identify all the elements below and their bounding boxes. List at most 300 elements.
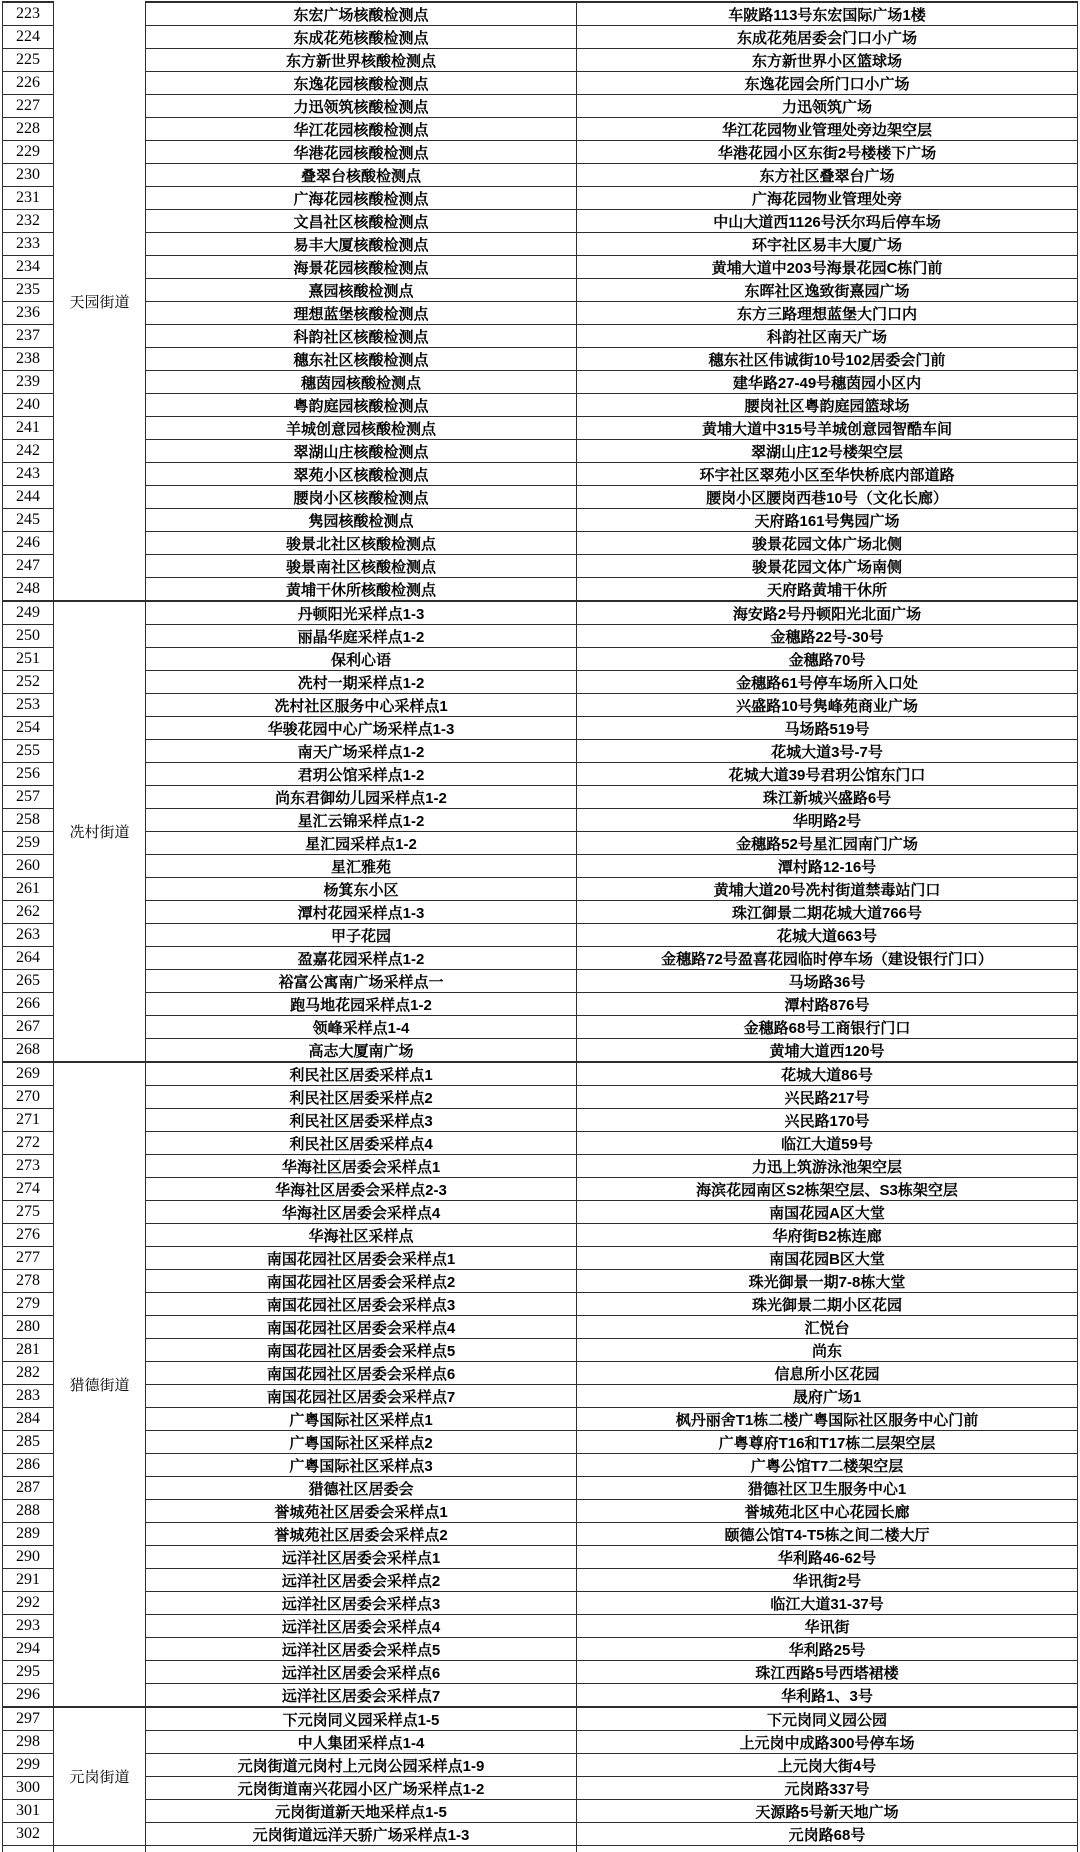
row-number-cell: 269 bbox=[3, 1062, 54, 1086]
testing-points-table bbox=[2, 1, 1078, 1852]
address-cell: 元岗路337号 bbox=[577, 1777, 1078, 1800]
site-name-cell: 翠苑小区核酸检测点 bbox=[146, 463, 577, 486]
table-row bbox=[3, 1592, 1078, 1615]
row-number-cell: 226 bbox=[3, 72, 54, 95]
address-cell: 骏景花园文体广场南侧 bbox=[577, 555, 1078, 578]
site-name-cell: 跑马地花园采样点1-2 bbox=[146, 993, 577, 1016]
site-name-cell: 丽晶华庭采样点1-2 bbox=[146, 625, 577, 648]
row-number-cell: 296 bbox=[3, 1684, 54, 1708]
row-number-cell: 242 bbox=[3, 440, 54, 463]
table-row bbox=[3, 1293, 1078, 1316]
table-row bbox=[3, 924, 1078, 947]
address-cell: 华江花园物业管理处旁边架空层 bbox=[577, 118, 1078, 141]
address-cell: 华利路1、3号 bbox=[577, 1684, 1078, 1708]
table-row bbox=[3, 509, 1078, 532]
table-row bbox=[3, 786, 1078, 809]
site-name-cell: 誉城苑社区居委会采样点2 bbox=[146, 1523, 577, 1546]
table-row bbox=[3, 302, 1078, 325]
address-cell: 华府街B2栋连廊 bbox=[577, 1224, 1078, 1247]
address-cell: 广海花园物业管理处旁 bbox=[577, 187, 1078, 210]
table-row bbox=[3, 1431, 1078, 1454]
site-name-cell: 骏景南社区核酸检测点 bbox=[146, 555, 577, 578]
row-number-cell: 279 bbox=[3, 1293, 54, 1316]
table-row bbox=[3, 648, 1078, 671]
site-name-cell: 下元岗同义园采样点1-5 bbox=[146, 1707, 577, 1731]
table-row bbox=[3, 187, 1078, 210]
street-cell: 天园街道 bbox=[54, 2, 146, 601]
table-row bbox=[3, 694, 1078, 717]
row-number-cell: 294 bbox=[3, 1638, 54, 1661]
site-name-cell: 东逸花园核酸检测点 bbox=[146, 72, 577, 95]
address-cell: 华利路46-62号 bbox=[577, 1546, 1078, 1569]
address-cell: 华明路2号 bbox=[577, 809, 1078, 832]
table-row bbox=[3, 555, 1078, 578]
site-name-cell: 丹顿阳光采样点1-3 bbox=[146, 601, 577, 625]
site-name-cell: 尚东君御幼儿园采样点1-2 bbox=[146, 786, 577, 809]
address-cell: 珠光御景一期7-8栋大堂 bbox=[577, 1270, 1078, 1293]
site-name-cell: 东方新世界核酸检测点 bbox=[146, 49, 577, 72]
site-name-cell: 利民社区居委采样点4 bbox=[146, 1132, 577, 1155]
row-number-cell: 232 bbox=[3, 210, 54, 233]
site-name-cell: 华江花园核酸检测点 bbox=[146, 118, 577, 141]
row-number-cell: 272 bbox=[3, 1132, 54, 1155]
table-row bbox=[3, 486, 1078, 509]
table-body bbox=[3, 2, 1078, 1852]
address-cell: 花城大道3号-7号 bbox=[577, 740, 1078, 763]
row-number-cell: 277 bbox=[3, 1247, 54, 1270]
table-row bbox=[3, 1638, 1078, 1661]
partial-cell bbox=[54, 1846, 146, 1852]
partial-cell bbox=[146, 1846, 577, 1852]
address-cell: 海安路2号丹顿阳光北面广场 bbox=[577, 601, 1078, 625]
table-row bbox=[3, 901, 1078, 924]
site-name-cell: 元岗街道元岗村上元岗公园采样点1-9 bbox=[146, 1754, 577, 1777]
row-number-cell: 225 bbox=[3, 49, 54, 72]
table-row bbox=[3, 1684, 1078, 1708]
address-cell: 广粤尊府T16和T17栋二层架空层 bbox=[577, 1431, 1078, 1454]
partial-cell bbox=[3, 1846, 54, 1852]
row-number-cell: 302 bbox=[3, 1823, 54, 1846]
site-name-cell: 领峰采样点1-4 bbox=[146, 1016, 577, 1039]
row-number-cell: 239 bbox=[3, 371, 54, 394]
row-number-cell: 260 bbox=[3, 855, 54, 878]
site-name-cell: 远洋社区居委会采样点1 bbox=[146, 1546, 577, 1569]
row-number-cell: 250 bbox=[3, 625, 54, 648]
address-cell: 力迅领筑广场 bbox=[577, 95, 1078, 118]
address-cell: 晟府广场1 bbox=[577, 1385, 1078, 1408]
address-cell: 东晖社区逸致街熹园广场 bbox=[577, 279, 1078, 302]
row-number-cell: 284 bbox=[3, 1408, 54, 1431]
row-number-cell: 249 bbox=[3, 601, 54, 625]
site-name-cell: 南国花园社区居委会采样点5 bbox=[146, 1339, 577, 1362]
row-number-cell: 292 bbox=[3, 1592, 54, 1615]
table-row bbox=[3, 1385, 1078, 1408]
table-row bbox=[3, 1477, 1078, 1500]
table-row bbox=[3, 210, 1078, 233]
address-cell: 汇悦台 bbox=[577, 1316, 1078, 1339]
site-name-cell: 骏景北社区核酸检测点 bbox=[146, 532, 577, 555]
row-number-cell: 263 bbox=[3, 924, 54, 947]
address-cell: 上元岗中成路300号停车场 bbox=[577, 1731, 1078, 1754]
row-number-cell: 235 bbox=[3, 279, 54, 302]
site-name-cell: 高志大厦南广场 bbox=[146, 1039, 577, 1063]
table-row bbox=[3, 1661, 1078, 1684]
site-name-cell: 黄埔干休所核酸检测点 bbox=[146, 578, 577, 602]
row-number-cell: 262 bbox=[3, 901, 54, 924]
row-number-cell: 291 bbox=[3, 1569, 54, 1592]
site-name-cell: 广粤国际社区采样点2 bbox=[146, 1431, 577, 1454]
table-row bbox=[3, 740, 1078, 763]
row-number-cell: 267 bbox=[3, 1016, 54, 1039]
table-row bbox=[3, 717, 1078, 740]
row-number-cell: 281 bbox=[3, 1339, 54, 1362]
row-number-cell: 298 bbox=[3, 1731, 54, 1754]
row-number-cell: 238 bbox=[3, 348, 54, 371]
table-row bbox=[3, 1178, 1078, 1201]
address-cell: 黄埔大道西120号 bbox=[577, 1039, 1078, 1063]
site-name-cell: 远洋社区居委会采样点2 bbox=[146, 1569, 577, 1592]
row-number-cell: 240 bbox=[3, 394, 54, 417]
address-cell: 南国花园A区大堂 bbox=[577, 1201, 1078, 1224]
address-cell: 花城大道39号君玥公馆东门口 bbox=[577, 763, 1078, 786]
site-name-cell: 利民社区居委采样点1 bbox=[146, 1062, 577, 1086]
table-row bbox=[3, 1823, 1078, 1846]
address-cell: 天府路黄埔干休所 bbox=[577, 578, 1078, 602]
address-cell: 华讯街2号 bbox=[577, 1569, 1078, 1592]
row-number-cell: 283 bbox=[3, 1385, 54, 1408]
address-cell: 珠江御景二期花城大道766号 bbox=[577, 901, 1078, 924]
address-cell: 东成花苑居委会门口小广场 bbox=[577, 26, 1078, 49]
site-name-cell: 翠湖山庄核酸检测点 bbox=[146, 440, 577, 463]
site-name-cell: 羊城创意园核酸检测点 bbox=[146, 417, 577, 440]
table-row bbox=[3, 970, 1078, 993]
table-row bbox=[3, 763, 1078, 786]
site-name-cell: 冼村社区服务中心采样点1 bbox=[146, 694, 577, 717]
address-cell: 花城大道663号 bbox=[577, 924, 1078, 947]
address-cell: 尚东 bbox=[577, 1339, 1078, 1362]
address-cell: 建华路27-49号穗茵园小区内 bbox=[577, 371, 1078, 394]
row-number-cell: 241 bbox=[3, 417, 54, 440]
table-row bbox=[3, 1707, 1078, 1731]
table-row bbox=[3, 394, 1078, 417]
table-row bbox=[3, 26, 1078, 49]
table-row bbox=[3, 1500, 1078, 1523]
table-row bbox=[3, 532, 1078, 555]
site-name-cell: 南国花园社区居委会采样点4 bbox=[146, 1316, 577, 1339]
site-name-cell: 远洋社区居委会采样点5 bbox=[146, 1638, 577, 1661]
table-row bbox=[3, 95, 1078, 118]
address-cell: 上元岗大街4号 bbox=[577, 1754, 1078, 1777]
site-name-cell: 广粤国际社区采样点1 bbox=[146, 1408, 577, 1431]
address-cell: 华港花园小区东街2号楼楼下广场 bbox=[577, 141, 1078, 164]
site-name-cell: 南国花园社区居委会采样点3 bbox=[146, 1293, 577, 1316]
table-row bbox=[3, 855, 1078, 878]
row-number-cell: 229 bbox=[3, 141, 54, 164]
row-number-cell: 233 bbox=[3, 233, 54, 256]
address-cell: 元岗路68号 bbox=[577, 1823, 1078, 1846]
row-number-cell: 237 bbox=[3, 325, 54, 348]
row-number-cell: 287 bbox=[3, 1477, 54, 1500]
address-cell: 华利路25号 bbox=[577, 1638, 1078, 1661]
site-name-cell: 华骏花园中心广场采样点1-3 bbox=[146, 717, 577, 740]
row-number-cell: 293 bbox=[3, 1615, 54, 1638]
address-cell: 马场路519号 bbox=[577, 717, 1078, 740]
address-cell: 穗东社区伟诚街10号102居委会门前 bbox=[577, 348, 1078, 371]
site-name-cell: 元岗街道南兴花园小区广场采样点1-2 bbox=[146, 1777, 577, 1800]
address-cell: 力迅上筑游泳池架空层 bbox=[577, 1155, 1078, 1178]
row-number-cell: 257 bbox=[3, 786, 54, 809]
row-number-cell: 224 bbox=[3, 26, 54, 49]
site-name-cell: 隽园核酸检测点 bbox=[146, 509, 577, 532]
site-name-cell: 南国花园社区居委会采样点2 bbox=[146, 1270, 577, 1293]
address-cell: 腰岗社区粤韵庭园篮球场 bbox=[577, 394, 1078, 417]
site-name-cell: 元岗街道新天地采样点1-5 bbox=[146, 1800, 577, 1823]
site-name-cell: 广海花园核酸检测点 bbox=[146, 187, 577, 210]
row-number-cell: 266 bbox=[3, 993, 54, 1016]
row-number-cell: 276 bbox=[3, 1224, 54, 1247]
street-cell: 猎德街道 bbox=[54, 1062, 146, 1707]
table-row bbox=[3, 72, 1078, 95]
site-name-cell: 东成花苑核酸检测点 bbox=[146, 26, 577, 49]
row-number-cell: 270 bbox=[3, 1086, 54, 1109]
site-name-cell: 远洋社区居委会采样点4 bbox=[146, 1615, 577, 1638]
row-number-cell: 245 bbox=[3, 509, 54, 532]
table-row bbox=[3, 1615, 1078, 1638]
row-number-cell: 289 bbox=[3, 1523, 54, 1546]
document-page bbox=[0, 1, 1080, 1773]
table-row bbox=[3, 118, 1078, 141]
address-cell: 南国花园B区大堂 bbox=[577, 1247, 1078, 1270]
site-name-cell: 理想蓝堡核酸检测点 bbox=[146, 302, 577, 325]
table-row bbox=[3, 348, 1078, 371]
address-cell: 马场路36号 bbox=[577, 970, 1078, 993]
table-row bbox=[3, 1039, 1078, 1063]
table-row bbox=[3, 878, 1078, 901]
row-number-cell: 246 bbox=[3, 532, 54, 555]
site-name-cell: 星汇云锦采样点1-2 bbox=[146, 809, 577, 832]
address-cell: 黄埔大道中203号海景花园C栋门前 bbox=[577, 256, 1078, 279]
row-number-cell: 278 bbox=[3, 1270, 54, 1293]
row-number-cell: 265 bbox=[3, 970, 54, 993]
row-number-cell: 230 bbox=[3, 164, 54, 187]
site-name-cell: 星汇园采样点1-2 bbox=[146, 832, 577, 855]
site-name-cell: 冼村一期采样点1-2 bbox=[146, 671, 577, 694]
row-number-cell: 255 bbox=[3, 740, 54, 763]
table-row bbox=[3, 1777, 1078, 1800]
table-row bbox=[3, 1316, 1078, 1339]
table-row bbox=[3, 625, 1078, 648]
site-name-cell: 远洋社区居委会采样点3 bbox=[146, 1592, 577, 1615]
site-name-cell: 东宏广场核酸检测点 bbox=[146, 2, 577, 26]
address-cell: 金穗路22号-30号 bbox=[577, 625, 1078, 648]
row-number-cell: 301 bbox=[3, 1800, 54, 1823]
address-cell: 金穗路72号盈喜花园临时停车场（建设银行门口） bbox=[577, 947, 1078, 970]
site-name-cell: 科韵社区核酸检测点 bbox=[146, 325, 577, 348]
site-name-cell: 熹园核酸检测点 bbox=[146, 279, 577, 302]
site-name-cell: 利民社区居委采样点2 bbox=[146, 1086, 577, 1109]
table-row bbox=[3, 233, 1078, 256]
row-number-cell: 244 bbox=[3, 486, 54, 509]
site-name-cell: 华港花园核酸检测点 bbox=[146, 141, 577, 164]
site-name-cell: 穗茵园核酸检测点 bbox=[146, 371, 577, 394]
row-number-cell: 295 bbox=[3, 1661, 54, 1684]
partial-row bbox=[3, 1846, 1078, 1852]
table-row bbox=[3, 832, 1078, 855]
table-row bbox=[3, 947, 1078, 970]
address-cell: 誉城苑北区中心花园长廊 bbox=[577, 1500, 1078, 1523]
site-name-cell: 叠翠台核酸检测点 bbox=[146, 164, 577, 187]
row-number-cell: 259 bbox=[3, 832, 54, 855]
row-number-cell: 256 bbox=[3, 763, 54, 786]
street-cell: 冼村街道 bbox=[54, 601, 146, 1062]
table-row bbox=[3, 1247, 1078, 1270]
table-row bbox=[3, 1754, 1078, 1777]
address-cell: 金穗路68号工商银行门口 bbox=[577, 1016, 1078, 1039]
site-name-cell: 君玥公馆采样点1-2 bbox=[146, 763, 577, 786]
table-row bbox=[3, 141, 1078, 164]
site-name-cell: 盈嘉花园采样点1-2 bbox=[146, 947, 577, 970]
table-row bbox=[3, 1362, 1078, 1385]
row-number-cell: 297 bbox=[3, 1707, 54, 1731]
site-name-cell: 腰岗小区核酸检测点 bbox=[146, 486, 577, 509]
row-number-cell: 231 bbox=[3, 187, 54, 210]
address-cell: 兴民路170号 bbox=[577, 1109, 1078, 1132]
address-cell: 东方社区叠翠台广场 bbox=[577, 164, 1078, 187]
site-name-cell: 杨箕东小区 bbox=[146, 878, 577, 901]
row-number-cell: 274 bbox=[3, 1178, 54, 1201]
address-cell: 海滨花园南区S2栋架空层、S3栋架空层 bbox=[577, 1178, 1078, 1201]
table-row bbox=[3, 578, 1078, 602]
row-number-cell: 280 bbox=[3, 1316, 54, 1339]
table-row bbox=[3, 279, 1078, 302]
row-number-cell: 247 bbox=[3, 555, 54, 578]
row-number-cell: 227 bbox=[3, 95, 54, 118]
address-cell: 花城大道86号 bbox=[577, 1062, 1078, 1086]
table-row bbox=[3, 1408, 1078, 1431]
site-name-cell: 南国花园社区居委会采样点1 bbox=[146, 1247, 577, 1270]
site-name-cell: 易丰大厦核酸检测点 bbox=[146, 233, 577, 256]
table-row bbox=[3, 1339, 1078, 1362]
site-name-cell: 利民社区居委采样点3 bbox=[146, 1109, 577, 1132]
site-name-cell: 保利心语 bbox=[146, 648, 577, 671]
site-name-cell: 穗东社区核酸检测点 bbox=[146, 348, 577, 371]
table-row bbox=[3, 1546, 1078, 1569]
table-row bbox=[3, 1569, 1078, 1592]
table-row bbox=[3, 1523, 1078, 1546]
address-cell: 天府路161号隽园广场 bbox=[577, 509, 1078, 532]
address-cell: 车陂路113号东宏国际广场1楼 bbox=[577, 2, 1078, 26]
table-row bbox=[3, 49, 1078, 72]
table-row bbox=[3, 1062, 1078, 1086]
table-row bbox=[3, 1224, 1078, 1247]
site-name-cell: 中人集团采样点1-4 bbox=[146, 1731, 577, 1754]
address-cell: 华讯街 bbox=[577, 1615, 1078, 1638]
row-number-cell: 254 bbox=[3, 717, 54, 740]
address-cell: 环宇社区易丰大厦广场 bbox=[577, 233, 1078, 256]
site-name-cell: 广粤国际社区采样点3 bbox=[146, 1454, 577, 1477]
address-cell: 黄埔大道中315号羊城创意园智酷车间 bbox=[577, 417, 1078, 440]
row-number-cell: 300 bbox=[3, 1777, 54, 1800]
site-name-cell: 南国花园社区居委会采样点6 bbox=[146, 1362, 577, 1385]
table-row bbox=[3, 1731, 1078, 1754]
row-number-cell: 258 bbox=[3, 809, 54, 832]
site-name-cell: 南天广场采样点1-2 bbox=[146, 740, 577, 763]
address-cell: 中山大道西1126号沃尔玛后停车场 bbox=[577, 210, 1078, 233]
table-row bbox=[3, 164, 1078, 187]
table-row bbox=[3, 671, 1078, 694]
row-number-cell: 264 bbox=[3, 947, 54, 970]
site-name-cell: 华海社区居委会采样点1 bbox=[146, 1155, 577, 1178]
address-cell: 颐德公馆T4-T5栋之间二楼大厅 bbox=[577, 1523, 1078, 1546]
table-row bbox=[3, 371, 1078, 394]
row-number-cell: 234 bbox=[3, 256, 54, 279]
site-name-cell: 元岗街道远洋天骄广场采样点1-3 bbox=[146, 1823, 577, 1846]
site-name-cell: 潭村花园采样点1-3 bbox=[146, 901, 577, 924]
address-cell: 珠江西路5号西塔裙楼 bbox=[577, 1661, 1078, 1684]
address-cell: 信息所小区花园 bbox=[577, 1362, 1078, 1385]
address-cell: 金穗路52号星汇园南门广场 bbox=[577, 832, 1078, 855]
site-name-cell: 华海社区居委会采样点2-3 bbox=[146, 1178, 577, 1201]
table-row bbox=[3, 256, 1078, 279]
table-row bbox=[3, 1800, 1078, 1823]
row-number-cell: 290 bbox=[3, 1546, 54, 1569]
row-number-cell: 223 bbox=[3, 2, 54, 26]
table-row bbox=[3, 1270, 1078, 1293]
site-name-cell: 远洋社区居委会采样点6 bbox=[146, 1661, 577, 1684]
site-name-cell: 海景花园核酸检测点 bbox=[146, 256, 577, 279]
address-cell: 广粤公馆T7二楼架空层 bbox=[577, 1454, 1078, 1477]
table-row bbox=[3, 601, 1078, 625]
row-number-cell: 236 bbox=[3, 302, 54, 325]
address-cell: 下元岗同义园公园 bbox=[577, 1707, 1078, 1731]
table-row bbox=[3, 1201, 1078, 1224]
row-number-cell: 253 bbox=[3, 694, 54, 717]
site-name-cell: 甲子花园 bbox=[146, 924, 577, 947]
address-cell: 潭村路876号 bbox=[577, 993, 1078, 1016]
address-cell: 翠湖山庄12号楼架空层 bbox=[577, 440, 1078, 463]
table-row bbox=[3, 809, 1078, 832]
address-cell: 枫丹丽舍T1栋二楼广粤国际社区服务中心门前 bbox=[577, 1408, 1078, 1431]
table-row bbox=[3, 325, 1078, 348]
site-name-cell: 粤韵庭园核酸检测点 bbox=[146, 394, 577, 417]
address-cell: 珠江新城兴盛路6号 bbox=[577, 786, 1078, 809]
row-number-cell: 251 bbox=[3, 648, 54, 671]
table-row bbox=[3, 417, 1078, 440]
site-name-cell: 猎德社区居委会 bbox=[146, 1477, 577, 1500]
address-cell: 腰岗小区腰岗西巷10号（文化长廊） bbox=[577, 486, 1078, 509]
address-cell: 骏景花园文体广场北侧 bbox=[577, 532, 1078, 555]
row-number-cell: 268 bbox=[3, 1039, 54, 1063]
address-cell: 猎德社区卫生服务中心1 bbox=[577, 1477, 1078, 1500]
address-cell: 兴民路217号 bbox=[577, 1086, 1078, 1109]
table-row bbox=[3, 463, 1078, 486]
address-cell: 黄埔大道20号冼村街道禁毒站门口 bbox=[577, 878, 1078, 901]
table-row bbox=[3, 1086, 1078, 1109]
row-number-cell: 261 bbox=[3, 878, 54, 901]
address-cell: 科韵社区南天广场 bbox=[577, 325, 1078, 348]
row-number-cell: 243 bbox=[3, 463, 54, 486]
row-number-cell: 299 bbox=[3, 1754, 54, 1777]
address-cell: 环宇社区翠苑小区至华快桥底内部道路 bbox=[577, 463, 1078, 486]
row-number-cell: 252 bbox=[3, 671, 54, 694]
site-name-cell: 华海社区采样点 bbox=[146, 1224, 577, 1247]
table-row bbox=[3, 2, 1078, 26]
address-cell: 东逸花园会所门口小广场 bbox=[577, 72, 1078, 95]
site-name-cell: 星汇雅苑 bbox=[146, 855, 577, 878]
table-row bbox=[3, 993, 1078, 1016]
address-cell: 天源路5号新天地广场 bbox=[577, 1800, 1078, 1823]
table-row bbox=[3, 1109, 1078, 1132]
